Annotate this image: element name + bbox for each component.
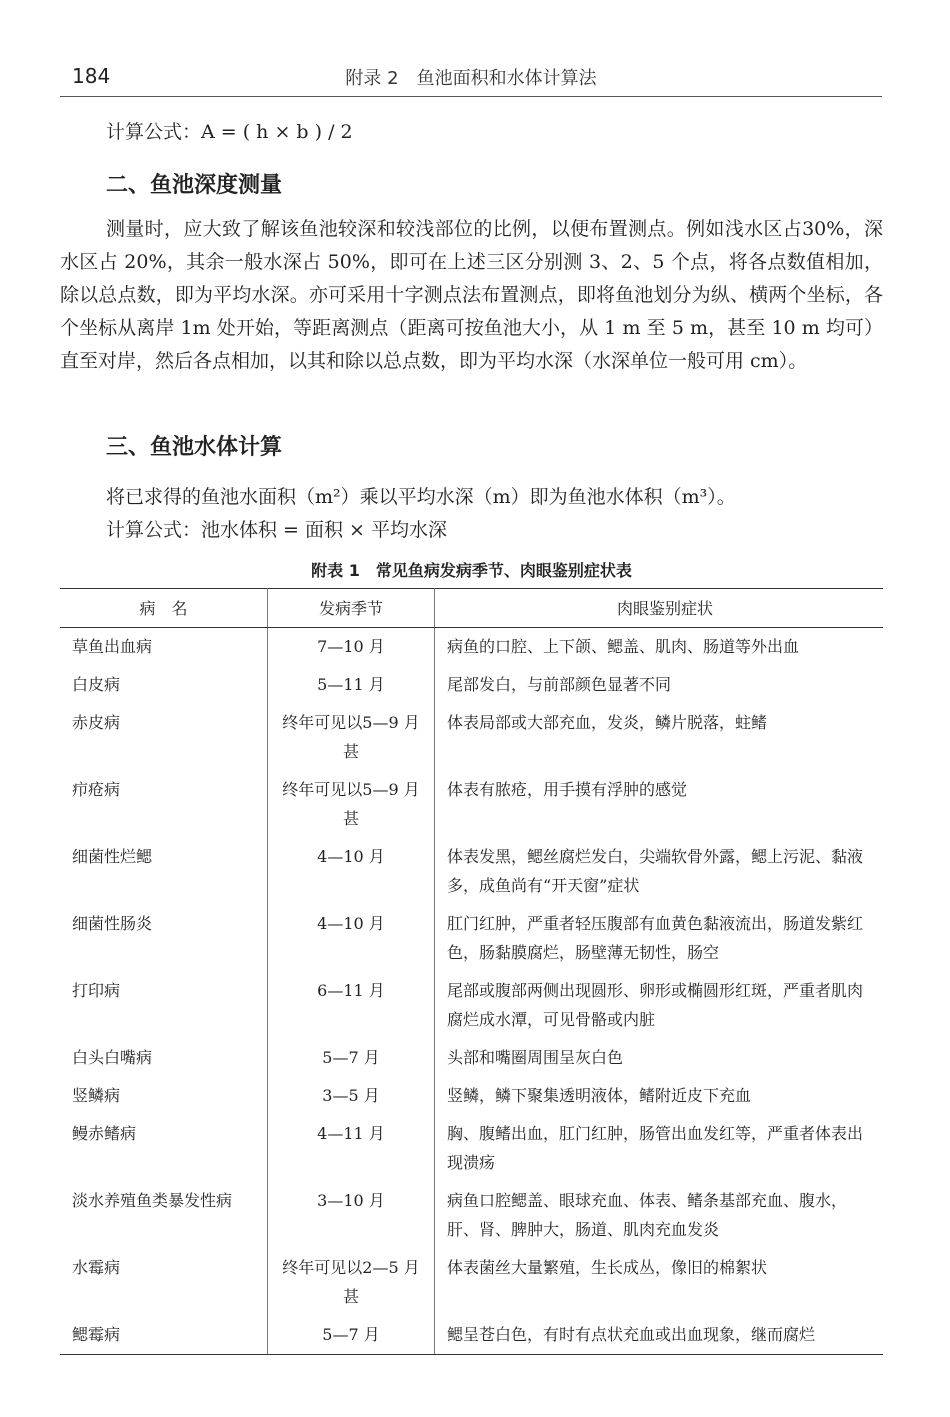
onset-season: 3—5 月 <box>268 1077 435 1115</box>
running-title: 附录 2 鱼池面积和水体计算法 <box>345 68 597 89</box>
table-row <box>60 666 883 704</box>
onset-season: 终年可见以2—5 月甚 <box>268 1249 435 1316</box>
onset-season: 5—11 月 <box>268 666 435 704</box>
onset-season: 终年可见以5—9 月甚 <box>268 704 435 771</box>
symptoms: 胸、腹鳍出血，肛门红肿，肠管出血发红等，严重者体表出现溃疡 <box>447 1124 864 1172</box>
symptoms: 体表菌丝大量繁殖，生长成丛，像旧的棉絮状 <box>447 1258 768 1277</box>
column-header: 发病季节 <box>268 589 435 628</box>
column-header: 病 名 <box>60 589 268 628</box>
table-row <box>60 704 883 771</box>
disease-name: 疖疮病 <box>60 771 268 838</box>
disease-name: 竖鳞病 <box>60 1077 268 1115</box>
fish-disease-table <box>60 588 883 1355</box>
symptoms: 头部和嘴圈周围呈灰白色 <box>447 1048 624 1067</box>
disease-name: 淡水养殖鱼类暴发性病 <box>60 1182 268 1249</box>
volume-formula: 计算公式：池水体积 = 面积 × 平均水深 <box>106 519 447 541</box>
volume-paragraph: 将已求得的鱼池水面积（m²）乘以平均水深（m）即为鱼池水体积（m³）。 <box>106 486 736 508</box>
page-number: 184 <box>72 64 111 88</box>
disease-name: 鳗赤鳍病 <box>60 1115 268 1182</box>
onset-season: 终年可见以5—9 月甚 <box>268 771 435 838</box>
disease-name: 细菌性烂鳃 <box>60 838 268 905</box>
symptoms: 体表有脓疮，用手摸有浮肿的感觉 <box>447 780 688 799</box>
symptoms: 肛门红肿，严重者轻压腹部有血黄色黏液流出，肠道发紫红色，肠黏膜腐烂，肠壁薄无韧性，肠空 <box>447 914 864 962</box>
disease-name: 草鱼出血病 <box>60 628 268 667</box>
depth-paragraph: 测量时，应大致了解该鱼池较深和较浅部位的比例，以便布置测点。例如浅水区占30%，深水区占 20%，其余一般水深占 50%，即可在上述三区分别测 3、2、5 个点，将各点数值相加，除以总点数，即为平均水深。亦可采用十字测点法布置测点，即将鱼池划分为纵、横两个坐标，各个坐标从离岸 1m 处开始，等距离测点（距离可按鱼池大小，从 1 m 至 5 m，甚至 10 m 均可）直至对岸，然后各点相加，以其和除以总点数，即为平均水深（水深单位一般可用 cm）。 <box>60 218 883 372</box>
symptoms: 病鱼的口腔、上下颌、鳃盖、肌肉、肠道等外出血 <box>447 637 800 656</box>
onset-season: 3—10 月 <box>268 1182 435 1249</box>
page-header <box>60 60 882 97</box>
onset-season: 6—11 月 <box>268 972 435 1039</box>
symptoms: 尾部发白，与前部颜色显著不同 <box>447 675 672 694</box>
onset-season: 4—10 月 <box>268 838 435 905</box>
onset-season: 4—10 月 <box>268 905 435 972</box>
table-row <box>60 905 883 972</box>
table-row <box>60 771 883 838</box>
symptoms: 尾部或腹部两侧出现圆形、卵形或椭圆形红斑，严重者肌肉腐烂成水潭，可见骨骼或内脏 <box>447 981 864 1029</box>
section-heading-volume: 三、鱼池水体计算 <box>106 435 283 460</box>
table-row <box>60 1182 883 1249</box>
disease-name: 打印病 <box>60 972 268 1039</box>
table-header-row <box>60 589 883 628</box>
symptoms: 竖鳞，鳞下聚集透明液体，鳍附近皮下充血 <box>447 1086 752 1105</box>
section-heading-depth: 二、鱼池深度测量 <box>106 173 283 198</box>
symptoms: 体表局部或大部充血，发炎，鳞片脱落，蛀鳍 <box>447 713 768 732</box>
onset-season: 5—7 月 <box>268 1316 435 1355</box>
table-row <box>60 1249 883 1316</box>
table-row <box>60 1115 883 1182</box>
onset-season: 4—11 月 <box>268 1115 435 1182</box>
table-row <box>60 1039 883 1077</box>
disease-name: 白头白嘴病 <box>60 1039 268 1077</box>
onset-season: 5—7 月 <box>268 1039 435 1077</box>
symptoms: 病鱼口腔鳃盖、眼球充血、体表、鳍条基部充血、腹水，肝、肾、脾肿大，肠道、肌肉充血发炎 <box>447 1191 848 1239</box>
table-row <box>60 1316 883 1355</box>
table-row <box>60 972 883 1039</box>
disease-name: 赤皮病 <box>60 704 268 771</box>
table-caption: 附表 1 常见鱼病发病季节、肉眼鉴别症状表 <box>311 561 632 580</box>
table-row <box>60 1077 883 1115</box>
disease-name: 鳃霉病 <box>60 1316 268 1355</box>
symptoms: 鳃呈苍白色，有时有点状充血或出血现象，继而腐烂 <box>435 1316 884 1355</box>
column-header: 肉眼鉴别症状 <box>435 589 884 628</box>
table-row <box>60 838 883 905</box>
area-formula: 计算公式：A = ( h × b ) / 2 <box>106 121 353 143</box>
disease-name: 水霉病 <box>60 1249 268 1316</box>
table-row <box>60 628 883 667</box>
symptoms: 体表发黑，鳃丝腐烂发白，尖端软骨外露，鳃上污泥、黏液多，成鱼尚有“开天窗”症状 <box>447 847 864 895</box>
disease-name: 白皮病 <box>60 666 268 704</box>
disease-name: 细菌性肠炎 <box>60 905 268 972</box>
onset-season: 7—10 月 <box>268 628 435 667</box>
